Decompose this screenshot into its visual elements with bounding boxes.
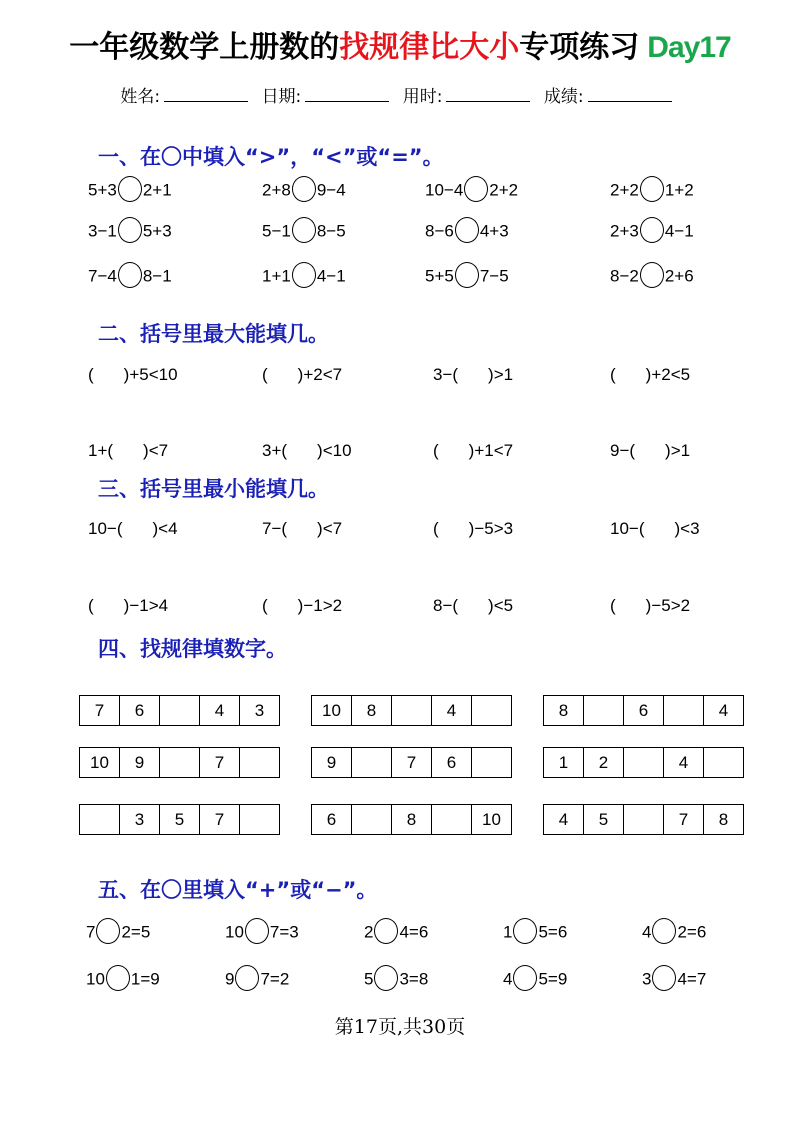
fill-item (433, 596, 513, 616)
sequence-cell: 7 (392, 748, 432, 778)
right-expression: 2+1 (142, 180, 172, 200)
left-operand: 2 (364, 922, 374, 942)
right-equation: 5=6 (538, 922, 568, 942)
left-expression: 10−4 (425, 180, 464, 200)
fill-item (262, 365, 342, 385)
fill-item (262, 519, 342, 539)
sequence-cell: 8 (704, 805, 744, 835)
answer-circle[interactable] (292, 176, 316, 202)
sequence-blank-cell[interactable] (352, 805, 392, 835)
expression-suffix: )<3 (674, 519, 700, 538)
date-field[interactable] (305, 87, 389, 102)
sequence-table (311, 695, 512, 726)
expression-suffix: )+2<5 (645, 365, 691, 384)
right-equation: 3=8 (399, 969, 429, 989)
fill-item (88, 596, 168, 616)
sequence-blank-cell[interactable] (240, 748, 280, 778)
score-label: 成绩: (543, 87, 584, 107)
answer-circle[interactable] (464, 176, 488, 202)
expression-prefix: 8−( (433, 596, 459, 615)
expression-suffix: )−1>4 (123, 596, 169, 615)
sequence-cell: 6 (432, 748, 472, 778)
left-expression: 8−6 (425, 221, 454, 241)
left-expression: 3−1 (88, 221, 117, 241)
right-equation: 7=2 (260, 969, 290, 989)
right-equation: 2=5 (121, 922, 151, 942)
compare-item (262, 219, 346, 245)
expression-prefix: 10−( (88, 519, 123, 538)
left-expression: 7−4 (88, 266, 117, 286)
sequence-cell: 4 (200, 696, 240, 726)
expression-suffix: )<10 (317, 441, 352, 460)
sequence-cell: 9 (312, 748, 352, 778)
sequence-table (543, 747, 744, 778)
expression-suffix: )−5>2 (645, 596, 691, 615)
right-equation: 4=6 (399, 922, 429, 942)
left-operand: 4 (503, 969, 513, 989)
compare-item (425, 264, 509, 290)
sequence-blank-cell[interactable] (432, 805, 472, 835)
left-expression: 8−2 (610, 266, 639, 286)
expression-prefix: ( (88, 596, 94, 615)
expression-prefix: 3−( (433, 365, 459, 384)
sequence-cell: 6 (120, 696, 160, 726)
sequence-table (79, 747, 280, 778)
name-field[interactable] (164, 87, 248, 102)
expression-prefix: 7−( (262, 519, 288, 538)
sequence-blank-cell[interactable] (584, 696, 624, 726)
expression-prefix: ( (610, 596, 616, 615)
sequence-cell: 5 (160, 805, 200, 835)
operator-item (364, 920, 428, 946)
expression-suffix: )>1 (665, 441, 691, 460)
expression-suffix: )+2<7 (297, 365, 343, 384)
answer-circle[interactable] (640, 217, 664, 243)
expression-prefix: 1+( (88, 441, 114, 460)
left-operand: 4 (642, 922, 652, 942)
name-label: 姓名: (120, 87, 161, 107)
sequence-table (311, 804, 512, 835)
sequence-blank-cell[interactable] (624, 748, 664, 778)
fill-item (433, 519, 513, 539)
sequence-blank-cell[interactable] (472, 748, 512, 778)
sequence-blank-cell[interactable] (624, 805, 664, 835)
sequence-cell: 7 (200, 805, 240, 835)
left-expression: 5−1 (262, 221, 291, 241)
expression-prefix: 10−( (610, 519, 645, 538)
compare-item (88, 219, 172, 245)
right-expression: 8−5 (316, 221, 346, 241)
left-expression: 2+8 (262, 180, 291, 200)
sequence-blank-cell[interactable] (240, 805, 280, 835)
sequence-cell: 5 (584, 805, 624, 835)
expression-suffix: )<5 (488, 596, 514, 615)
fill-item (88, 441, 168, 461)
expression-suffix: )<4 (152, 519, 178, 538)
expression-prefix: ( (433, 519, 439, 538)
expression-prefix: ( (88, 365, 94, 384)
answer-circle[interactable] (455, 217, 479, 243)
operator-item (225, 920, 299, 946)
expression-suffix: )−5>3 (468, 519, 514, 538)
sequence-cell: 9 (120, 748, 160, 778)
expression-prefix: ( (262, 596, 268, 615)
section-2-heading: 二、括号里最大能填几。 (98, 322, 329, 346)
left-expression: 1+1 (262, 266, 291, 286)
left-operand: 10 (225, 922, 244, 942)
sequence-table (543, 804, 744, 835)
title-part-3: 专项练习 (519, 30, 640, 65)
operator-item (225, 967, 289, 993)
left-operand: 7 (86, 922, 96, 942)
right-expression: 4+3 (479, 221, 509, 241)
title-part-1: 一年级数学上册数的 (69, 30, 340, 65)
sequence-cell: 3 (240, 696, 280, 726)
sequence-cell: 4 (432, 696, 472, 726)
answer-circle[interactable] (640, 262, 664, 288)
fill-item (610, 596, 690, 616)
answer-circle[interactable] (118, 217, 142, 243)
operator-circle[interactable] (235, 965, 259, 991)
fill-item (262, 441, 352, 461)
compare-item (610, 264, 694, 290)
sequence-table (543, 695, 744, 726)
compare-item (425, 178, 518, 204)
sequence-cell: 8 (544, 696, 584, 726)
sequence-table (79, 695, 280, 726)
sequence-cell: 4 (664, 748, 704, 778)
fill-item (610, 519, 700, 539)
time-label: 用时: (402, 87, 443, 107)
operator-circle[interactable] (513, 965, 537, 991)
page-number: 第17页,共30页 (334, 1016, 466, 1038)
operator-item (642, 920, 706, 946)
left-operand: 1 (503, 922, 513, 942)
operator-circle[interactable] (106, 965, 130, 991)
operator-item (364, 967, 428, 993)
title-day: Day17 (647, 31, 731, 64)
sequence-cell: 4 (544, 805, 584, 835)
sequence-blank-cell[interactable] (472, 696, 512, 726)
answer-circle[interactable] (640, 176, 664, 202)
compare-item (610, 219, 694, 245)
right-equation: 2=6 (677, 922, 707, 942)
operator-circle[interactable] (374, 918, 398, 944)
left-operand: 5 (364, 969, 374, 989)
sequence-cell: 6 (312, 805, 352, 835)
operator-item (642, 967, 706, 993)
compare-item (425, 219, 509, 245)
compare-item (262, 178, 346, 204)
section-3-heading: 三、括号里最小能填几。 (98, 477, 329, 501)
expression-suffix: )>1 (488, 365, 514, 384)
sequence-blank-cell[interactable] (160, 748, 200, 778)
operator-circle[interactable] (652, 918, 676, 944)
sequence-cell: 1 (544, 748, 584, 778)
title-highlight: 找规律比大小 (339, 30, 520, 65)
sequence-cell: 8 (352, 696, 392, 726)
sequence-cell: 8 (392, 805, 432, 835)
fill-item (433, 365, 513, 385)
sequence-cell: 7 (664, 805, 704, 835)
sequence-cell: 7 (80, 696, 120, 726)
left-expression: 5+5 (425, 266, 454, 286)
page-title (0, 22, 800, 66)
sequence-cell: 10 (312, 696, 352, 726)
right-equation: 7=3 (269, 922, 299, 942)
sequence-blank-cell[interactable] (352, 748, 392, 778)
expression-prefix: ( (433, 441, 439, 460)
sequence-blank-cell[interactable] (80, 805, 120, 835)
operator-item (503, 920, 567, 946)
right-equation: 4=7 (677, 969, 707, 989)
left-operand: 9 (225, 969, 235, 989)
expression-prefix: ( (610, 365, 616, 384)
right-equation: 5=9 (538, 969, 568, 989)
answer-circle[interactable] (292, 262, 316, 288)
fill-item (262, 596, 342, 616)
fill-item (433, 441, 513, 461)
sequence-cell: 10 (472, 805, 512, 835)
left-expression: 5+3 (88, 180, 117, 200)
right-expression: 7−5 (479, 266, 509, 286)
sequence-cell: 3 (120, 805, 160, 835)
operator-circle[interactable] (513, 918, 537, 944)
right-expression: 2+2 (489, 180, 519, 200)
expression-suffix: )<7 (317, 519, 343, 538)
fill-item (610, 441, 690, 461)
expression-suffix: )−1>2 (297, 596, 343, 615)
left-operand: 3 (642, 969, 652, 989)
fill-item (88, 519, 178, 539)
right-expression: 9−4 (316, 180, 346, 200)
score-field[interactable] (588, 87, 672, 102)
expression-suffix: )+5<10 (123, 365, 178, 384)
operator-item (86, 920, 150, 946)
operator-circle[interactable] (374, 965, 398, 991)
sequence-blank-cell[interactable] (704, 748, 744, 778)
right-equation: 1=9 (130, 969, 160, 989)
right-expression: 1+2 (664, 180, 694, 200)
expression-prefix: 3+( (262, 441, 288, 460)
compare-item (88, 178, 172, 204)
right-expression: 8−1 (142, 266, 172, 286)
sequence-cell: 6 (624, 696, 664, 726)
right-expression: 5+3 (142, 221, 172, 241)
time-field[interactable] (446, 87, 530, 102)
sequence-cell: 10 (80, 748, 120, 778)
right-expression: 4−1 (316, 266, 346, 286)
sequence-blank-cell[interactable] (392, 696, 432, 726)
sequence-cell: 2 (584, 748, 624, 778)
section-5-heading: 五、在〇里填入“+”或“−”。 (98, 878, 378, 902)
compare-item (262, 264, 346, 290)
operator-circle[interactable] (652, 965, 676, 991)
sequence-table (311, 747, 512, 778)
right-expression: 2+6 (664, 266, 694, 286)
date-label: 日期: (261, 87, 302, 107)
right-expression: 4−1 (664, 221, 694, 241)
left-expression: 2+3 (610, 221, 639, 241)
section-1-heading: 一、在〇中填入“>”，“<”或“=”。 (98, 145, 444, 169)
sequence-blank-cell[interactable] (664, 696, 704, 726)
answer-circle[interactable] (455, 262, 479, 288)
sequence-cell: 7 (200, 748, 240, 778)
operator-circle[interactable] (96, 918, 120, 944)
left-operand: 10 (86, 969, 105, 989)
fill-item (88, 365, 178, 385)
compare-item (610, 178, 694, 204)
expression-prefix: ( (262, 365, 268, 384)
left-expression: 2+2 (610, 180, 639, 200)
expression-prefix: 9−( (610, 441, 636, 460)
operator-circle[interactable] (245, 918, 269, 944)
sequence-blank-cell[interactable] (160, 696, 200, 726)
expression-suffix: )<7 (143, 441, 169, 460)
operator-item (86, 967, 160, 993)
sequence-table (79, 804, 280, 835)
operator-item (503, 967, 567, 993)
answer-circle[interactable] (292, 217, 316, 243)
fill-item (610, 365, 690, 385)
expression-suffix: )+1<7 (468, 441, 514, 460)
compare-item (88, 264, 172, 290)
section-4-heading: 四、找规律填数字。 (98, 637, 287, 661)
answer-circle[interactable] (118, 176, 142, 202)
student-info-line (0, 82, 800, 107)
answer-circle[interactable] (118, 262, 142, 288)
sequence-cell: 4 (704, 696, 744, 726)
